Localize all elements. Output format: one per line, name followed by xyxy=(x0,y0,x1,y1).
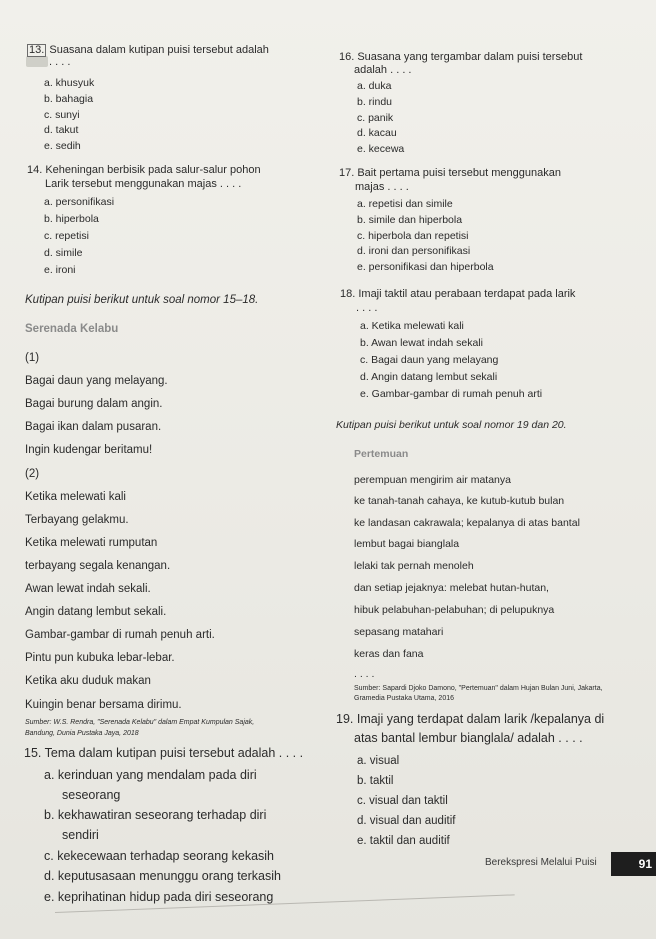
q15-option-a-cont: seseorang xyxy=(62,788,121,802)
poem1-source: Sumber: W.S. Rendra, "Serenada Kelabu" dalam Empat Kumpulan Sajak, xyxy=(25,719,255,726)
poem2-line: lelaki tak pernah menoleh xyxy=(354,560,474,572)
q15-option-e[interactable]: e. keprihatinan hidup pada diri seseorang xyxy=(44,890,274,904)
poem2-line: perempuan mengirim air matanya xyxy=(354,474,511,486)
poem2-line: ke landasan cakrawala; kepalanya di atas bantal xyxy=(354,517,580,529)
poem2-line: lembut bagai bianglala xyxy=(354,538,460,550)
poem1-line: Ketika melewati rumputan xyxy=(25,537,158,549)
q15-option-b[interactable]: b. kekhawatiran seseorang terhadap diri xyxy=(44,808,267,822)
q13-option-e[interactable]: e. sedih xyxy=(44,140,81,152)
q14-option-a[interactable]: a. personifikasi xyxy=(44,196,115,208)
q15-option-d[interactable]: d. keputusasaan menunggu orang terkasih xyxy=(44,869,281,883)
poem2-source-line2: Gramedia Pustaka Utama, 2016 xyxy=(354,695,454,702)
q19-option-e[interactable]: e. taktil dan auditif xyxy=(357,835,450,847)
q17-option-c[interactable]: c. hiperbola dan repetisi xyxy=(357,230,469,242)
q16-option-a[interactable]: a. duka xyxy=(357,80,392,92)
poem1-line: Gambar-gambar di rumah penuh arti. xyxy=(25,629,215,641)
q13-option-c[interactable]: c. sunyi xyxy=(44,109,80,121)
q19-option-d[interactable]: d. visual dan auditif xyxy=(357,815,456,827)
q13-stem: 13. Suasana dalam kutipan puisi tersebut adalah xyxy=(29,44,269,56)
q13-stem-line2: . . . . xyxy=(49,56,71,68)
poem1-line: Bagai burung dalam angin. xyxy=(25,398,163,410)
q18-stem: 18. Imaji taktil atau perabaan terdapat pada larik xyxy=(340,288,576,300)
q17-stem: 17. Bait pertama puisi tersebut menggunakan xyxy=(339,167,561,179)
q18-option-d[interactable]: d. Angin datang lembut sekali xyxy=(360,371,498,383)
poem1-line: (1) xyxy=(25,352,40,364)
q19-option-b[interactable]: b. taktil xyxy=(357,775,394,787)
poem1-line: Ketika aku duduk makan xyxy=(25,675,151,687)
q19-stem: 19. Imaji yang terdapat dalam larik /kepalanya di xyxy=(336,712,605,726)
q18-option-a[interactable]: a. Ketika melewati kali xyxy=(360,320,464,332)
poem2-title: Pertemuan xyxy=(354,448,409,460)
q13-number: 13. xyxy=(29,44,45,56)
poem1-line: Kuingin benar bersama dirimu. xyxy=(25,699,182,711)
q15-option-b-cont: sendiri xyxy=(62,828,99,842)
poem2-line: . . . . xyxy=(354,668,375,680)
poem1-line: Pintu pun kubuka lebar-lebar. xyxy=(25,652,175,664)
poem1-title: Serenada Kelabu xyxy=(25,323,119,335)
q16-option-d[interactable]: d. kacau xyxy=(357,127,397,139)
q15-option-c[interactable]: c. kekecewaan terhadap seorang kekasih xyxy=(44,849,275,863)
q14-option-d[interactable]: d. simile xyxy=(44,247,83,259)
q14-stem-line2: Larik tersebut menggunakan majas . . . . xyxy=(45,178,242,190)
poem2-line: keras dan fana xyxy=(354,648,424,660)
q18-option-c[interactable]: c. Bagai daun yang melayang xyxy=(360,354,499,366)
q14-option-b[interactable]: b. hiperbola xyxy=(44,213,99,225)
q13-option-a[interactable]: a. khusyuk xyxy=(44,77,95,89)
q18-option-e[interactable]: e. Gambar-gambar di rumah penuh arti xyxy=(360,388,543,400)
poem1-line: Ingin kudengar beritamu! xyxy=(25,444,153,456)
q16-option-c[interactable]: c. panik xyxy=(357,112,394,124)
q18-option-b[interactable]: b. Awan lewat indah sekali xyxy=(360,337,483,349)
q16-option-b[interactable]: b. rindu xyxy=(357,96,393,108)
poem2-line: ke tanah-tanah cahaya, ke kutub-kutub bulan xyxy=(354,495,565,507)
q13-option-b[interactable]: b. bahagia xyxy=(44,93,94,105)
q17-option-a[interactable]: a. repetisi dan simile xyxy=(357,198,453,210)
poem1-line: Angin datang lembut sekali. xyxy=(25,606,167,618)
poem1-intro: Kutipan puisi berikut untuk soal nomor 15–18. xyxy=(25,294,259,306)
q14-option-e[interactable]: e. ironi xyxy=(44,264,76,276)
q18-stem-line2: . . . . xyxy=(356,302,378,314)
poem1-line: Ketika melewati kali xyxy=(25,491,126,503)
q14-stem: 14. Keheningan berbisik pada salur-salur pohon xyxy=(27,164,261,176)
q16-stem: 16. Suasana yang tergambar dalam puisi tersebut xyxy=(339,51,583,63)
poem1-line: (2) xyxy=(25,468,40,480)
q15-stem: 15. Tema dalam kutipan puisi tersebut adalah . . . . xyxy=(24,746,304,760)
q19-stem-line2: atas bantal lembur bianglala/ adalah . . . . xyxy=(354,731,583,745)
q16-stem-line2: adalah . . . . xyxy=(354,64,412,76)
poem2-intro: Kutipan puisi berikut untuk soal nomor 19 dan 20. xyxy=(336,419,567,431)
q16-option-e[interactable]: e. kecewa xyxy=(357,143,405,155)
q19-option-c[interactable]: c. visual dan taktil xyxy=(357,795,448,807)
q17-option-e[interactable]: e. personifikasi dan hiperbola xyxy=(357,261,494,273)
poem2-line: sepasang matahari xyxy=(354,626,444,638)
poem1-line: terbayang segala kenangan. xyxy=(25,560,171,572)
poem1-line: Terbayang gelakmu. xyxy=(25,514,129,526)
q19-option-a[interactable]: a. visual xyxy=(357,755,400,767)
q13-option-d[interactable]: d. takut xyxy=(44,124,79,136)
q17-option-d[interactable]: d. ironi dan personifikasi xyxy=(357,245,471,257)
q17-option-b[interactable]: b. simile dan hiperbola xyxy=(357,214,463,226)
poem1-line: Bagai ikan dalam pusaran. xyxy=(25,421,162,433)
q14-option-c[interactable]: c. repetisi xyxy=(44,230,89,242)
poem1-line: Awan lewat indah sekali. xyxy=(25,583,151,595)
q15-option-a[interactable]: a. kerinduan yang mendalam pada diri xyxy=(44,768,257,782)
page-number: 91 xyxy=(638,857,652,871)
poem2-line: hibuk pelabuhan-pelabuhan; di pelupuknya xyxy=(354,604,555,616)
poem1-source-line2: Bandung, Dunia Pustaka Jaya, 2018 xyxy=(25,730,139,737)
page-number-tab xyxy=(611,852,656,876)
hots-badge xyxy=(26,56,48,67)
poem1-line: Bagai daun yang melayang. xyxy=(25,375,168,387)
footer-section-title: Berekspresi Melalui Puisi xyxy=(485,857,597,868)
q17-stem-line2: majas . . . . xyxy=(355,181,409,193)
poem2-source: Sumber: Sapardi Djoko Damono, "Pertemuan" dalam Hujan Bulan Juni, Jakarta, xyxy=(354,685,603,692)
poem2-line: dan setiap jejaknya: melebat hutan-hutan, xyxy=(354,582,549,594)
